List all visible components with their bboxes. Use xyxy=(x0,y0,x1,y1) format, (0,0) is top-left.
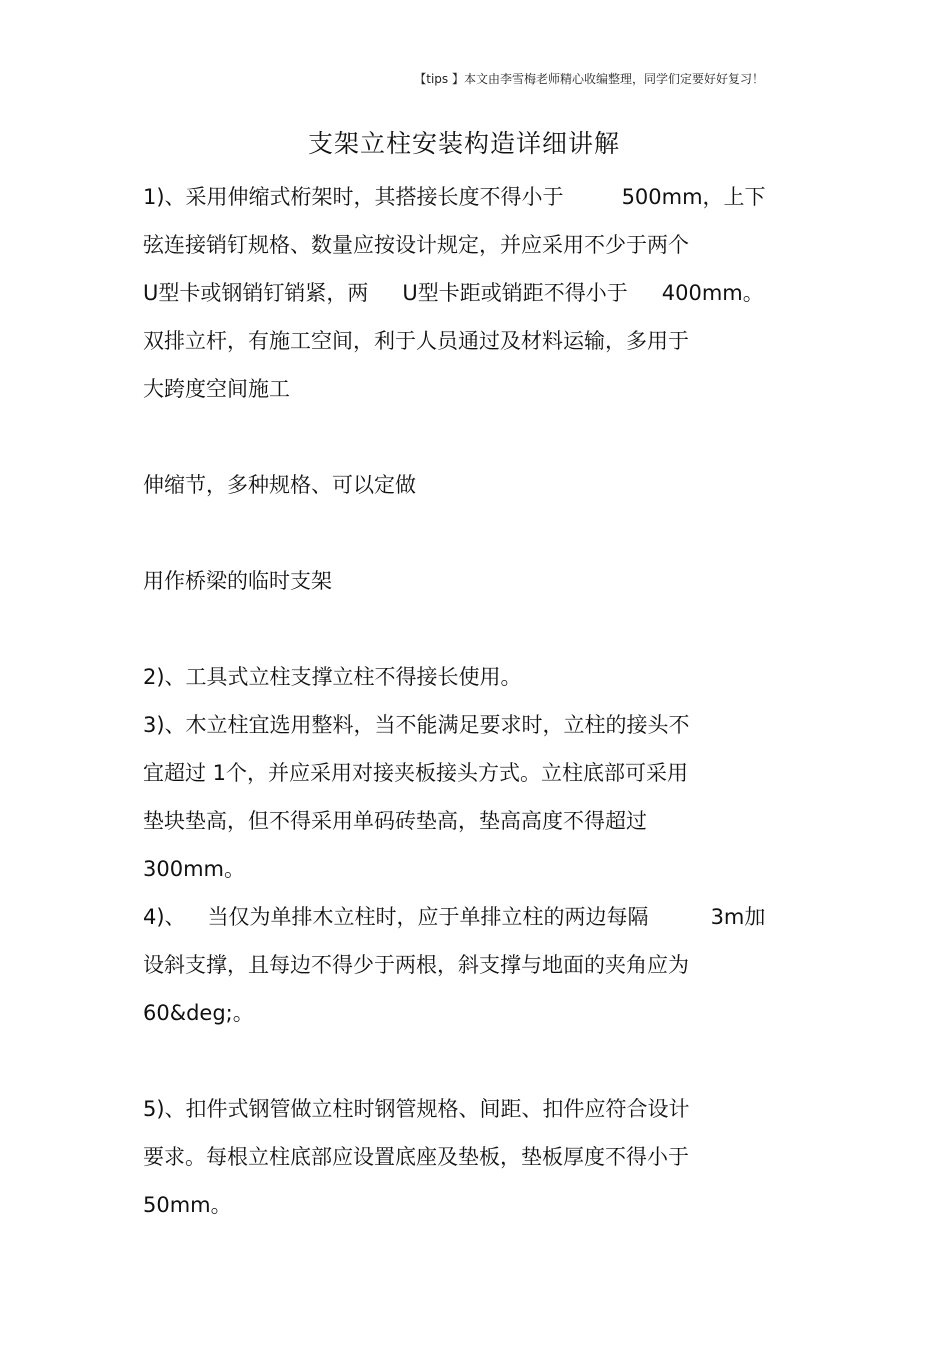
paragraph-line xyxy=(143,182,766,212)
paragraph-line xyxy=(143,710,690,740)
line-text: 1)、采用伸缩式桁架时，其搭接长度不得小于 xyxy=(143,185,564,209)
line-text: 400mm。 xyxy=(661,281,764,305)
line-text: 宜超过 1个，并应采用对接夹板接头方式。立柱底部可采用 xyxy=(143,761,689,785)
line-text: 设斜支撑，且每边不得少于两根，斜支撑与地面的夹角应为 xyxy=(143,953,689,977)
line-text: 5)、扣件式钢管做立柱时钢管规格、间距、扣件应符合设计 xyxy=(143,1097,690,1121)
paragraph-line xyxy=(143,374,290,404)
line-text: 伸缩节，多种规格、可以定做 xyxy=(143,473,416,497)
paragraph-line xyxy=(143,470,416,500)
paragraph-line xyxy=(143,230,689,260)
line-text: 双排立杆，有施工空间，利于人员通过及材料运输，多用于 xyxy=(143,329,689,353)
line-text: U型卡距或销距不得小于 xyxy=(402,281,628,305)
line-text: 3)、木立柱宜选用整料，当不能满足要求时，立柱的接头不 xyxy=(143,713,690,737)
paragraph-line xyxy=(143,278,764,308)
line-text: 2)、工具式立柱支撑立柱不得接长使用。 xyxy=(143,665,522,689)
line-text: U型卡或钢销钉销紧，两 xyxy=(143,281,369,305)
line-text: 当仅为单排木立柱时，应于单排立柱的两边每隔 xyxy=(207,905,649,929)
line-text: 300mm。 xyxy=(143,857,245,881)
paragraph-line xyxy=(143,1190,232,1220)
line-text: 用作桥梁的临时支架 xyxy=(143,569,332,593)
paragraph-line xyxy=(143,854,245,884)
line-text: 500mm，上下 xyxy=(621,185,766,209)
document-title: 支架立柱安装构造详细讲解 xyxy=(307,129,620,158)
paragraph-line xyxy=(143,326,689,356)
paragraph-line xyxy=(143,902,765,932)
header-tip: 【tips 】本文由李雪梅老师精心收编整理，同学们定要好好复习！ xyxy=(414,72,764,86)
line-text: 50mm。 xyxy=(143,1193,232,1217)
line-text: 要求。每根立柱底部应设置底座及垫板，垫板厚度不得小于 xyxy=(143,1145,689,1169)
paragraph-line xyxy=(143,662,522,692)
line-text: 垫块垫高，但不得采用单码砖垫高，垫高高度不得超过 xyxy=(143,809,647,833)
paragraph-line xyxy=(143,806,647,836)
line-text: 60&deg;。 xyxy=(143,1001,254,1025)
paragraph-line xyxy=(143,1094,690,1124)
line-text: 大跨度空间施工 xyxy=(143,377,290,401)
line-text: 4)、 xyxy=(143,905,186,929)
paragraph-line xyxy=(143,998,254,1028)
paragraph-line xyxy=(143,1142,689,1172)
paragraph-line xyxy=(143,758,688,788)
line-text: 3m加 xyxy=(710,905,766,929)
line-text: 弦连接销钉规格、数量应按设计规定，并应采用不少于两个 xyxy=(143,233,689,257)
paragraph-line xyxy=(143,950,689,980)
paragraph-line xyxy=(143,566,332,596)
